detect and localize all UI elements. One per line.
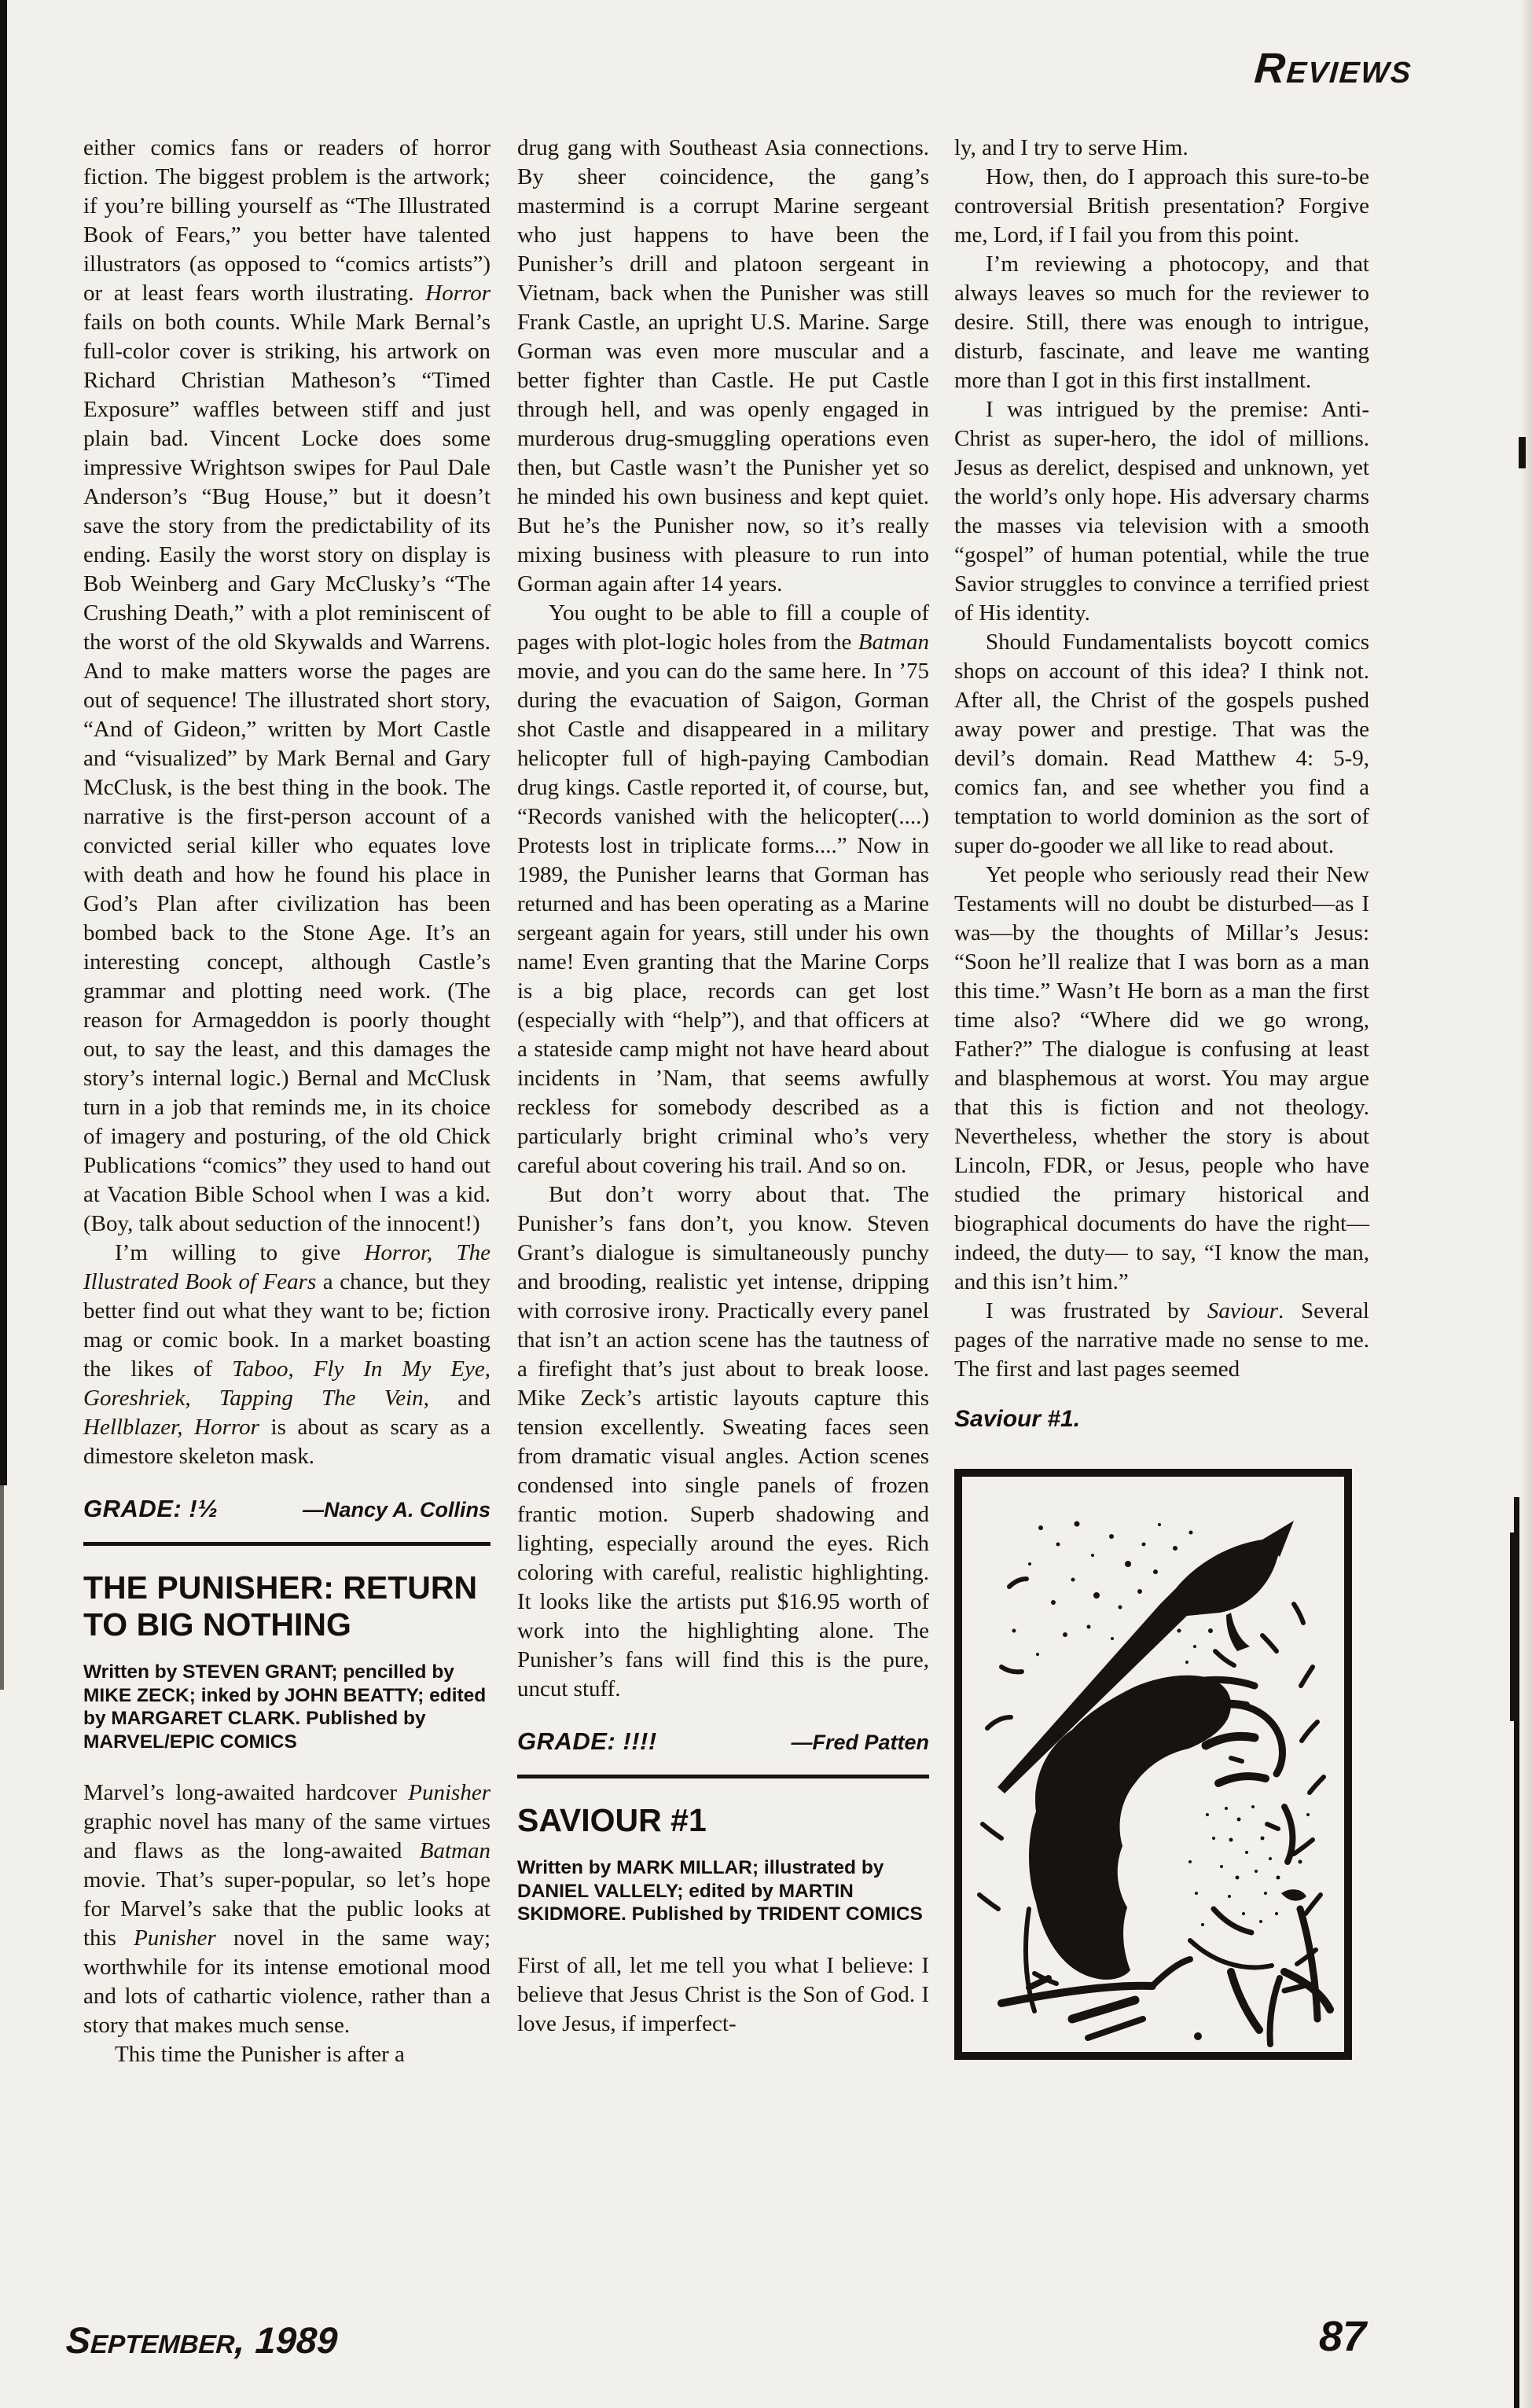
column-1 bbox=[83, 134, 490, 2069]
saviour-review-body-col3: ly, and I try to serve Him. How, then, do I approach this sure-to-be controversial British presentation? Forgive me, Lord, if I fail you from this point. I’m reviewing a photocopy, and that always leaves so much for the reviewer to desire. Still, there was enough to intrigue, disturb, fascinate, and leave me wanting more than I got in this first installment. I was intrigued by the premise: Anti-Christ as super-hero, the idol of millions. Jesus as derelict, despised and unknown, yet the world’s only hope. His adversary charms the masses via television with a smooth “gospel” of human potential, while the true Savior struggles to convince a terrified priest of His identity. Should Fundamentalists boycott comics shops on account of this idea? I think not. After all, the Christ of the gospels pushed away power and prestige. That was the devil’s domain. Read Matthew 4: 5-9, comics fan, and see whether you find a temptation to world dominion as the sort of super do-gooder we all like to read about. Yet people who seriously read their New Testaments will no doubt be disturbed—as I was—by the thoughts of Millar’s Jesus: “Soon he’ll realize that I was born as a man this time.” Wasn’t He born as a man the first time also? “Where did we go wrong, Father?” The dialogue is confusing at least and blasphemous at worst. You may argue that this is fiction and not theology. Nevertheless, whether the story is about Lincoln, FDR, or Jesus, people who have studied the primary historical and biographical documents do have the right—indeed, the duty— to say, “I know the man, and this isn’t him.” I was frustrated by Saviour. Several pages of the narrative made no sense to me. The first and last pages seemed bbox=[954, 135, 1369, 1382]
saviour-illustration bbox=[954, 1469, 1352, 2060]
column-2 bbox=[517, 134, 929, 2039]
punisher-review-credits: Written by STEVEN GRANT; pencilled by MIKE ZECK; inked by JOHN BEATTY; edited by MARGARET CLARK. Published by MARVEL/EPIC COMICS bbox=[83, 1661, 487, 1753]
footer-date: September, 1989 bbox=[64, 2319, 339, 2361]
punisher-review-body-col2: drug gang with Southeast Asia connections. By sheer coincidence, the gang’s mastermind is a corrupt Marine sergeant who just happens to have been the Punisher’s drill and platoon sergeant in Vietnam, back when the Punisher was still Frank Castle, an upright U.S. Marine. Sarge Gorman was even more muscular and a better fighter than Castle. He put Castle through hell, and was openly engaged in murderous drug-smuggling operations even then, but Castle wasn’t the Punisher yet so he minded his own business and kept quiet. But he’s the Punisher now, so it’s really mixing business with pleasure to run into Gorman again after 14 years. You ought to be able to fill a couple of pages with plot-logic holes from the Batman movie, and you can do the same here. In ’75 during the evacuation of Saigon, Gorman shot Castle and disappeared in a military helicopter full of high-paying Cambodian drug kings. Castle reported it, of course, but, “Records vanished with the helicopter(....) Protests lost in triplicate forms....” Now in 1989, the Punisher learns that Gorman has returned and has been operating as a Marine sergeant again for years, still under his own name! Even granting that the Marine Corps is a big place, records can get lost (especially with “help”), and that officers at a stateside camp might not have heard about incidents in ’Nam, that seems awfully reckless for somebody described as a particularly bright criminal who’s very careful about covering his trail. And so on. But don’t worry about that. The Punisher’s fans don’t, you know. Steven Grant’s dialogue is simultaneously punchy and brooding, realistic yet intense, dripping with corrosive irony. Practically every panel that isn’t an action scene has the tautness of a firefight that’s just about to break loose. Mike Zeck’s artistic layouts capture this tension excellently. Sweating faces seen from dramatic visual angles. Action scenes condensed into single panels of frozen frantic motion. Superb shadowing and lighting, especially around the eyes. Rich coloring with careful, realistic highlighting. It looks like the artists put $16.95 worth of work into the highlighting alone. The Punisher’s fans will find this is the pure, uncut stuff. bbox=[517, 135, 929, 1701]
saviour-review-credits: Written by MARK MILLAR; illustrated by DANIEL VALLELY; edited by MARTIN SKIDMORE. Published by TRIDENT COMICS bbox=[517, 1857, 923, 1925]
section-divider bbox=[517, 1775, 929, 1778]
saviour-review-body-col2: First of all, let me tell you what I believe: I believe that Jesus Christ is the Son of God. I love Jesus, if imperfect- bbox=[517, 1952, 929, 2036]
saviour-illustration-drawing bbox=[954, 1469, 1352, 2060]
column-3 bbox=[954, 134, 1369, 2060]
horror-reviewer-byline: —Nancy A. Collins bbox=[302, 1498, 490, 1522]
right-edge-scan-shadow bbox=[1521, 0, 1532, 2408]
horror-grade-row bbox=[83, 1495, 490, 1523]
page-header: Reviews bbox=[1252, 45, 1414, 92]
left-edge-scan-artifact bbox=[0, 0, 7, 1485]
punisher-review-body-col1: Marvel’s long-awaited hardcover Punisher graphic novel has many of the same virtues and flaws as the long-awaited Batman movie. That’s super-popular, so let’s hope for Marvel’s sake that the public looks at this Punisher novel in the same way; worthwhile for its intense emotional mood and lots of cathartic violence, rather than a story that makes much sense. This time the Punisher is after a bbox=[83, 1780, 491, 2067]
punisher-grade-label: GRADE: !!!! bbox=[517, 1727, 657, 1755]
page-number: 87 bbox=[1319, 2313, 1367, 2360]
right-edge-scan-dash bbox=[1519, 437, 1526, 468]
saviour-review-title: SAVIOUR #1 bbox=[517, 1802, 707, 1838]
illustration-caption: Saviour #1. bbox=[954, 1406, 1081, 1432]
horror-review-body: either comics fans or readers of horror fiction. The biggest problem is the artwork; if you’re billing yourself as “The Illustrated Book of Fears,” you better have talented illustrators (as opposed to “comics artists”) or at least fears worth ilustrating. Horror fails on both counts. While Mark Bernal’s full-color cover is striking, his artwork on Richard Christian Matheson’s “Timed Exposure” waffles between stiff and just plain bad. Vincent Locke does some impressive Wrightson swipes for Paul Dale Anderson’s “Bug House,” but it doesn’t save the story from the predictability of its ending. Easily the worst story on display is Bob Weinberg and Gary McClusky’s “The Crushing Death,” with a plot reminiscent of the worst of the old Skywalds and Warrens. And to make matters worse the pages are out of sequence! The illustrated short story, “And of Gideon,” written by Mort Castle and “visualized” by Mark Bernal and Gary McClusk, is the best thing in the book. The narrative is the first-person account of a convicted serial killer who equates love with death and how he found his place in God’s Plan after civilization has been bombed back to the Stone Age. It’s an interesting concept, although Castle’s grammar and plotting need work. (The reason for Armageddon is poorly thought out, to say the least, and this damages the story’s internal logic.) Bernal and McClusk turn in a job that reminds me, in its choice of imagery and posturing, of the old Chick Publications “comics” they used to hand out at Vacation Bible School when I was a kid. (Boy, talk about seduction of the innocent!) I’m willing to give Horror, The Illustrated Book of Fears a chance, but they better find out what they want to be; fiction mag or comic book. In a market boasting the likes of Taboo, Fly In My Eye, Goreshriek, Tapping The Vein, and Hellblazer, Horror is about as scary as a dimestore skeleton mask. bbox=[83, 135, 490, 1469]
punisher-grade-row bbox=[517, 1727, 929, 1756]
punisher-reviewer-byline: —Fred Patten bbox=[791, 1731, 929, 1754]
punisher-review-title: THE PUNISHER: RETURN TO BIG NOTHING bbox=[83, 1569, 478, 1643]
section-divider bbox=[83, 1542, 490, 1546]
horror-grade-label: GRADE: !½ bbox=[83, 1495, 219, 1522]
right-edge-scan-blotch bbox=[1510, 1533, 1519, 1721]
face-features bbox=[1190, 1736, 1278, 1967]
